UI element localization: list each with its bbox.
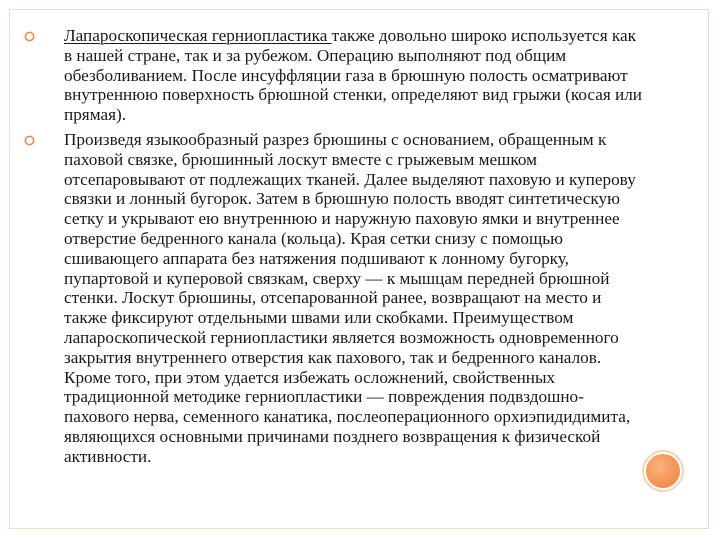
paragraph-text: Произведя языкообразный разрез брюшины с основанием, обращенным к паховой связке, брюшинный лоскут вместе с грыжевым мешком отсепаровывают от подлежащих тканей. Далее выделяют паховую и куперову связки и лонный бугорок. Затем в брюшную полость вводят синтетическую сетку и укрывают ею внутреннюю и наружную паховую ямки и внутреннее отверстие бедренного канала (кольца). Края сетки снизу с помощью сшивающего аппарата без натяжения подшивают к лонному бугорку, пупартовой и куперовой связкам, сверху — к мышцам передней брюшной стенки. Лоскут брюшины, отсепарованной ранее, возвращают на место и также фиксируют отдельными швами или скобками. Преимуществом лапароскопической герниопластики является возможность одновременного закрытия внутреннего отверстия как пахового, так и бедренного каналов. Кроме того, при этом удается избежать осложнений, свойственных традиционной методике герниопластики — повреждения подвздошно-пахового нерва, семенного канатика, послеоперационного орхиэпидидимита, являющихся основными причинами позднего возвращения к физической активности. <box>64 129 636 466</box>
slide-body <box>22 26 642 467</box>
paragraph-text: также довольно широко используется как в нашей стране, так и за рубежом. Операцию выполняют под общим обезболиванием. После инсуффляции газа в брюшную полость осматривают внутреннюю поверхность брюшной стенки, определяют вид грыжи (косая или прямая). <box>64 26 642 125</box>
bullet-paragraph-2 <box>22 130 642 467</box>
paragraph-lead-underlined: Лапароскопическая герниопластика <box>64 26 332 45</box>
orange-circle-icon <box>641 449 685 493</box>
circle-outline-icon <box>24 31 35 42</box>
bullet-paragraph-1 <box>22 26 642 125</box>
circle-outline-icon <box>24 135 35 146</box>
